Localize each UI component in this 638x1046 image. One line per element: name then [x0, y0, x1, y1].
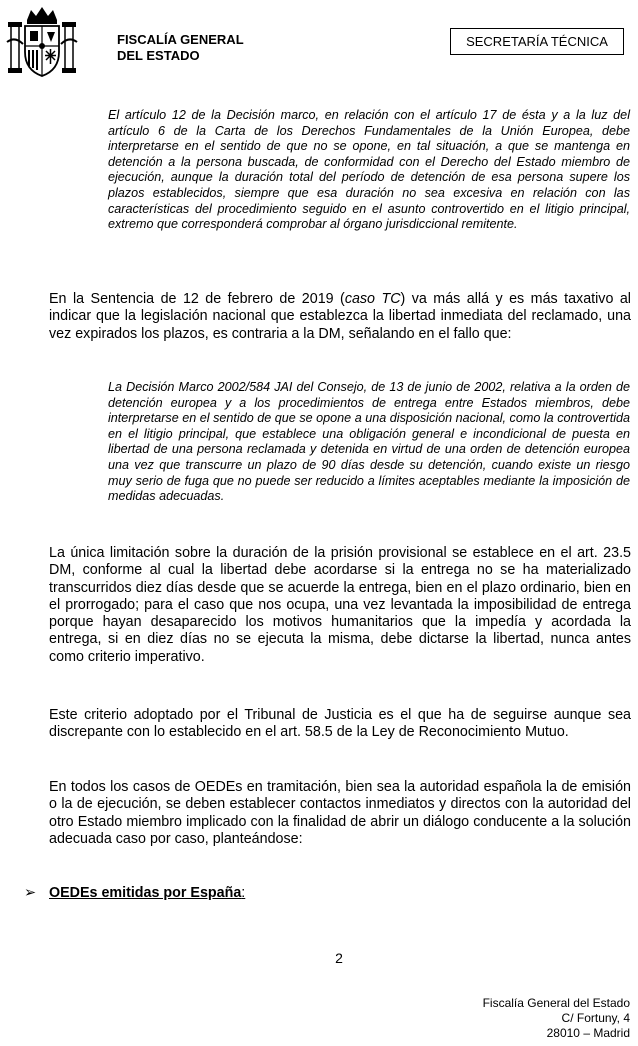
page-number: 2 [335, 950, 343, 966]
paragraph-2: La única limitación sobre la duración de la prisión provisional se establece en el art. 23.5 DM, conforme al cual la libertad debe acordarse si la entrega no se ha materializado transcurridos diez días desde que se acuerde la entrega, bien en el plazo ordinario, bien en el prorrogado; para el caso que nos ocupa, una vez levantada la imposibilidad de entrega porque hayan desaparecido los motivos humanitarios que la impedía y acordada la entrega, si en diez días no se ejecuta la misma, debe dictarse la libertad, nunca antes como criterio imperativo. [49, 545, 631, 665]
organization-name [117, 32, 244, 64]
paragraph-1-after: ) va más allá y es más taxativo al indicar que la legislación nacional que establezca la libertad inmediata del reclamado, una vez expirados los plazos, es contraria a la DM, señalando en el fallo que: [49, 291, 631, 342]
quote-block-2: La Decisión Marco 2002/584 JAI del Consejo, de 13 de junio de 2002, relativa a la orden de detención europea y a los procedimientos de entrega entre Estados miembros, debe interpretarse en el sentido de que se opone a una disposición nacional, como la controvertida en el litigio principal, que establece una obligación general e incondicional de puesta en libertad de una persona reclamada y detenida en virtud de una orden de detención europea una vez que transcurre un plazo de 90 días desde su detención, cuando existe un riesgo muy serio de fuga que no puede ser reducido a límites aceptables mediante la imposición de medidas adecuadas. [108, 380, 630, 504]
footer-address [483, 996, 630, 1041]
footer-line3: 28010 – Madrid [546, 1026, 630, 1040]
arrow-bullet-icon: ➢ [24, 885, 36, 901]
paragraph-3: Este criterio adoptado por el Tribunal de Justicia es el que ha de seguirse aunque sea discrepante con lo establecido en el art. 58.5 de la Ley de Reconocimiento Mutuo. [49, 707, 631, 741]
case-name: caso TC [344, 291, 401, 307]
bullet-heading [49, 884, 245, 902]
footer-line2: C/ Fortuny, 4 [561, 1011, 630, 1025]
quote-block-1: El artículo 12 de la Decisión marco, en relación con el artículo 17 de ésta y a la luz del artículo 6 de la Carta de los Derechos Fundamentales de la Unión Europea, debe interpretarse en el sentido de que no se opone, en tal situación, a que se mantenga en detención a la persona buscada, de conformidad con el Derecho del Estado miembro de ejecución, aunque la duración total del período de detención de esa persona supere los plazos establecidos, siempre que esa duración no sea excesiva en relación con las características del procedimiento seguido en el asunto controvertido en el litigio principal, extremo que corresponderá comprobar al órgano jurisdiccional remitente. [108, 108, 630, 232]
department-badge: SECRETARÍA TÉCNICA [450, 28, 624, 55]
coat-of-arms-icon [5, 4, 79, 80]
paragraph-1 [49, 291, 631, 343]
organization-name-line2: DEL ESTADO [117, 48, 200, 63]
paragraph-4: En todos los casos de OEDEs en tramitación, bien sea la autoridad española la de emisión o la de ejecución, se deben establecer contactos inmediatos y directos con la autoridad del otro Estado miembro implicado con la finalidad de abrir un diálogo conducente a la solución adecuada caso por caso, planteándose: [49, 779, 631, 847]
bullet-heading-colon: : [241, 885, 246, 901]
bullet-heading-text: OEDEs emitidas por España [49, 885, 242, 901]
footer-line1: Fiscalía General del Estado [482, 996, 630, 1010]
organization-name-line1: FISCALÍA GENERAL [117, 32, 244, 47]
paragraph-1-before: En la Sentencia de 12 de febrero de 2019 ( [49, 291, 345, 307]
